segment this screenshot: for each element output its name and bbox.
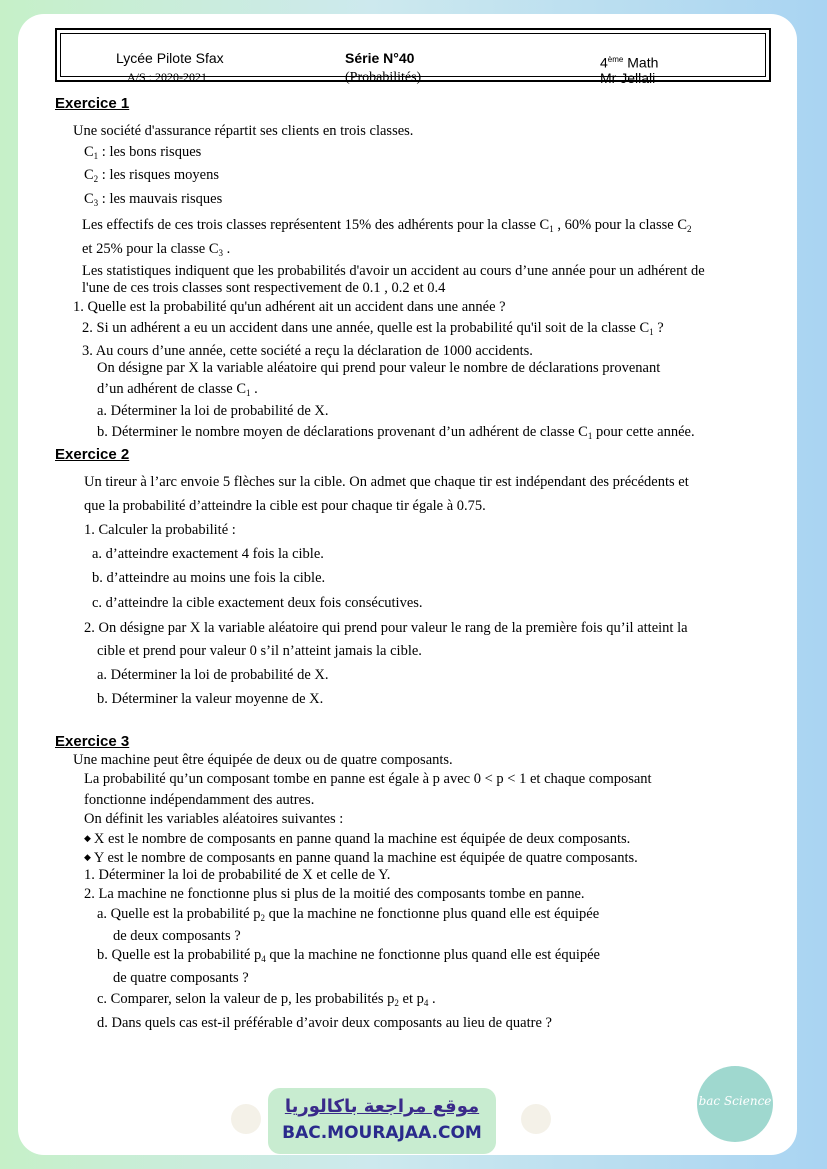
ex2-question-2: 2. On désigne par X la variable aléatoire qui prend pour valeur le rang de la première fois qu’il atteint la <box>84 620 688 636</box>
ex1-question-3a: a. Déterminer la loi de probabilité de X. <box>97 403 329 419</box>
ex1-effectifs-line: Les effectifs de ces trois classes représentent 15% des adhérents pour la classe $C_1$ , 60% pour la classe $C_2$ <box>82 217 692 234</box>
teacher-name: Mr Jellali <box>600 70 656 86</box>
ex1-question-3b: b. Déterminer le nombre moyen de déclarations provenant d’un adhérent de classe $C_1$ pour cette année. <box>97 424 695 441</box>
ex2-question-2b: b. Déterminer la valeur moyenne de X. <box>97 691 324 707</box>
footer-banner[interactable] <box>268 1088 496 1154</box>
ex1-question-1: 1. Quelle est la probabilité qu'un adhérent ait un accident dans une année ? <box>73 299 506 315</box>
ex1-class-c3: $C_3$ : les mauvais risques <box>84 191 223 208</box>
ex1-question-3-detail: On désigne par X la variable aléatoire qui prend pour valeur le nombre de déclarations provenant <box>97 360 661 376</box>
ex3-question-2d: d. Dans quels cas est-il préférable d’avoir deux composants au lieu de quatre ? <box>97 1015 552 1031</box>
footer-site-link[interactable]: BAC.MOURAJAA.COM <box>282 1123 482 1143</box>
ex2-question-1: 1. Calculer la probabilité : <box>84 522 236 538</box>
bac-science-logo: bac Science <box>697 1066 773 1142</box>
ex3-question-2c: c. Comparer, selon la valeur de p, les probabilités $p_2$ et $p_4$ . <box>97 991 436 1008</box>
footer-left-emblem <box>231 1104 261 1134</box>
class-level: 4ème Math <box>600 54 659 71</box>
ex3-question-1: 1. Déterminer la loi de probabilité de X et celle de Y. <box>84 867 391 883</box>
ex1-question-2: 2. Si un adhérent a eu un accident dans une année, quelle est la probabilité qu'il soit de la classe $C_1$ ? <box>82 320 664 337</box>
ex2-question-1c: c. d’atteindre la cible exactement deux fois consécutives. <box>92 595 423 611</box>
ex1-class-c2: $C_2$ : les risques moyens <box>84 167 219 184</box>
ex3-question-2a-detail: de deux composants ? <box>113 928 241 944</box>
school-name: Lycée Pilote Sfax <box>116 50 224 66</box>
ex3-variables-intro: On définit les variables aléatoires suivantes : <box>84 811 344 827</box>
ex2-question-2a: a. Déterminer la loi de probabilité de X. <box>97 667 329 683</box>
ex1-question-3: 3. Au cours d’une année, cette société a reçu la déclaration de 1000 accidents. <box>82 343 533 359</box>
ex1-question-3-detail-2: d’un adhérent de classe $C_1$ . <box>97 381 258 398</box>
ex3-variable-x: ◆ X est le nombre de composants en panne quand la machine est équipée de deux composants. <box>84 831 631 847</box>
ex1-stats-line-2: l'une de ces trois classes sont respectivement de 0.1 , 0.2 et 0.4 <box>82 280 446 296</box>
exercise-3-title: Exercice 3 <box>55 733 130 750</box>
ex1-effectifs-line-2: et 25% pour la classe $C_3$ . <box>82 241 231 258</box>
ex2-intro-line-2: que la probabilité d’atteindre la cible est pour chaque tir égale à 0.75. <box>84 498 486 514</box>
footer-arabic-title: موقع مراجعة باكالوريا <box>284 1096 480 1117</box>
ex3-question-2a: a. Quelle est la probabilité $p_2$ que la machine ne fonctionne plus quand elle est équipée <box>97 906 600 923</box>
ex3-variable-y: ◆ Y est le nombre de composants en panne quand la machine est équipée de quatre composants. <box>84 850 638 866</box>
series-title: Série N°40 <box>345 50 415 66</box>
ex1-stats-line: Les statistiques indiquent que les probabilités d'avoir un accident au cours d’une année pour un adhérent de <box>82 263 705 279</box>
ex2-question-1b: b. d’atteindre au moins une fois la cible. <box>92 570 326 586</box>
ex3-probability-line: La probabilité qu’un composant tombe en panne est égale à p avec 0 < p < 1 et chaque composant <box>84 771 652 787</box>
ex2-question-2-detail: cible et prend pour valeur 0 s’il n’atteint jamais la cible. <box>97 643 422 659</box>
ex1-line-intro: Une société d'assurance répartit ses clients en trois classes. <box>73 123 414 139</box>
series-topic: (Probabilités) <box>345 70 422 85</box>
ex1-class-c1: $C_1$ : les bons risques <box>84 144 202 161</box>
ex3-question-2b: b. Quelle est la probabilité $p_4$ que la machine ne fonctionne plus quand elle est équipée <box>97 947 600 964</box>
ex2-question-1a: a. d’atteindre exactement 4 fois la cible. <box>92 546 324 562</box>
exercise-1-title: Exercice 1 <box>55 95 130 112</box>
ex3-probability-line-2: fonctionne indépendamment des autres. <box>84 792 315 808</box>
school-year: A/S : 2020-2021 <box>127 70 208 84</box>
ex3-question-2: 2. La machine ne fonctionne plus si plus de la moitié des composants tombe en panne. <box>84 886 585 902</box>
exercise-2-title: Exercice 2 <box>55 446 130 463</box>
footer-right-emblem <box>521 1104 551 1134</box>
ex3-intro-line: Une machine peut être équipée de deux ou de quatre composants. <box>73 752 453 768</box>
ex3-question-2b-detail: de quatre composants ? <box>113 970 249 986</box>
ex2-intro-line: Un tireur à l’arc envoie 5 flèches sur la cible. On admet que chaque tir est indépendant des précédents et <box>84 474 689 490</box>
